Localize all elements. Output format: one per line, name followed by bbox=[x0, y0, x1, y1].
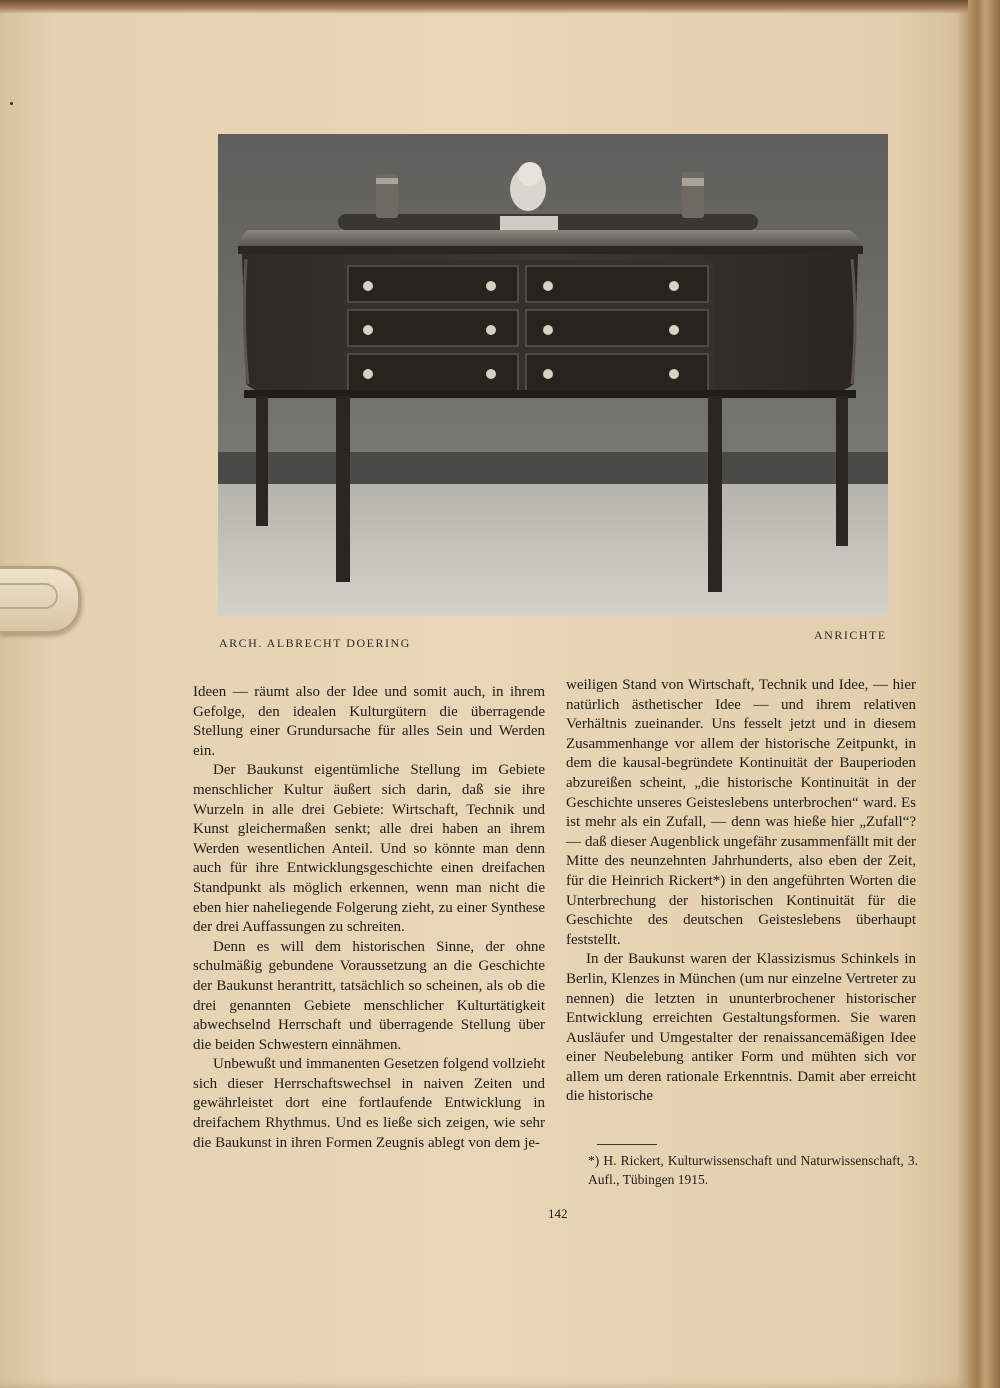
paragraph: In der Baukunst waren der Klassizismus Schinkels in Berlin, Klenzes in München (um nur einzelne Vertreter zu nennen) die letzten in ununterbrochener historischer Entwicklung erreichten Gestaltungsformen. Sie waren Ausläufer und Umgestalter der renaissancemäßigen Idee einer Neubelebung antiker Form und mühten sich vor allem um deren rationale Erkenntnis. Damit aber erreicht die historische bbox=[566, 951, 916, 1105]
page-top-edge bbox=[0, 0, 968, 14]
paragraph: Ideen — räumt also der Idee und somit auch, in ihrem Gefolge, den idealen Kulturgütern die überragende Stellung einer Grundursache für alles Sein und Werden ein. bbox=[193, 684, 545, 759]
left-column bbox=[193, 683, 545, 1153]
paragraph: Unbewußt und immanenten Gesetzen folgend vollzieht sich dieser Herrschaftswechsel in naiven Zeiten und gewährleistet dort eine fortlaufende Entwicklung in dreifachem Rhythmus. Und es ließe sich zeigen, wie sehr die Baukunst in ihren Formen Zeugnis ablegt von dem je- bbox=[193, 1056, 545, 1151]
footnote: *) H. Rickert, Kulturwissenschaft und Naturwissenschaft, 3. Aufl., Tübingen 1915. bbox=[588, 1153, 918, 1187]
architect-caption: ARCH. ALBRECHT DOERING bbox=[219, 636, 411, 650]
paragraph: weiligen Stand von Wirtschaft, Technik und Idee, — hier natürlich ästhetischer Idee — und ihrem relativen Verhältnis zueinander. Uns fesselt jetzt und in diesem Zusammenhange vor allem der historische Zeitpunkt, in dem die kausal-begründete Kontinuität der Bauperioden abzureißen scheint, „die historische Kontinuität in der Geschichte unseres Geisteslebens unterbrochen“ ward. Es ist mehr als ein Zufall, — denn was hieße hier „Zufall“? — daß dieser Augenblick ungefähr zusammenfällt mit der Mitte des neunzehnten Jahrhunderts, also eben der Zeit, für die Heinrich Rickert*) in den angeführten Worten die Unterbrechung der historischen Kontinuität für die Geschichte des deutschen Geisteslebens überhaupt feststellt. bbox=[566, 677, 916, 948]
next-page-edge bbox=[968, 0, 1000, 1388]
sideboard-photo bbox=[218, 134, 888, 616]
paragraph: Der Baukunst eigentümliche Stellung im Gebiete menschlicher Kultur äußert sich darin, daß sie ihre Wurzeln in alle drei Gebiete: Wirtschaft, Technik und Kunst gleichermaßen senkt; alle drei haben an ihrem Werden wesentlichen Anteil. Und so könnte man denn auch für ihre Entwicklungsgeschichte einen dreifachen Standpunkt als möglich erkennen, wenn man nicht die eben hier naheliegende Folgerung zieht, zu einer Synthese der drei Auffassungen zu schreiten. bbox=[193, 762, 545, 936]
footnote-divider bbox=[597, 1144, 657, 1145]
paper-speck bbox=[10, 102, 13, 105]
right-column bbox=[566, 676, 916, 1107]
page-number: 142 bbox=[548, 1206, 568, 1221]
paper-clip-inner-loop bbox=[0, 583, 58, 609]
paragraph: Denn es will dem historischen Sinne, der ohne schulmäßig gebundene Voraussetzung an die Geschichte der Baukunst herantritt, tatsächlich so scheinen, als ob die drei genannten Gebiete menschlicher Kulturtätigkeit abwechselnd Herrschaft und überragende Stellung über die beiden Schwestern einnähmen. bbox=[193, 938, 545, 1053]
paper-clip bbox=[0, 566, 81, 634]
object-caption: ANRICHTE bbox=[814, 628, 887, 642]
